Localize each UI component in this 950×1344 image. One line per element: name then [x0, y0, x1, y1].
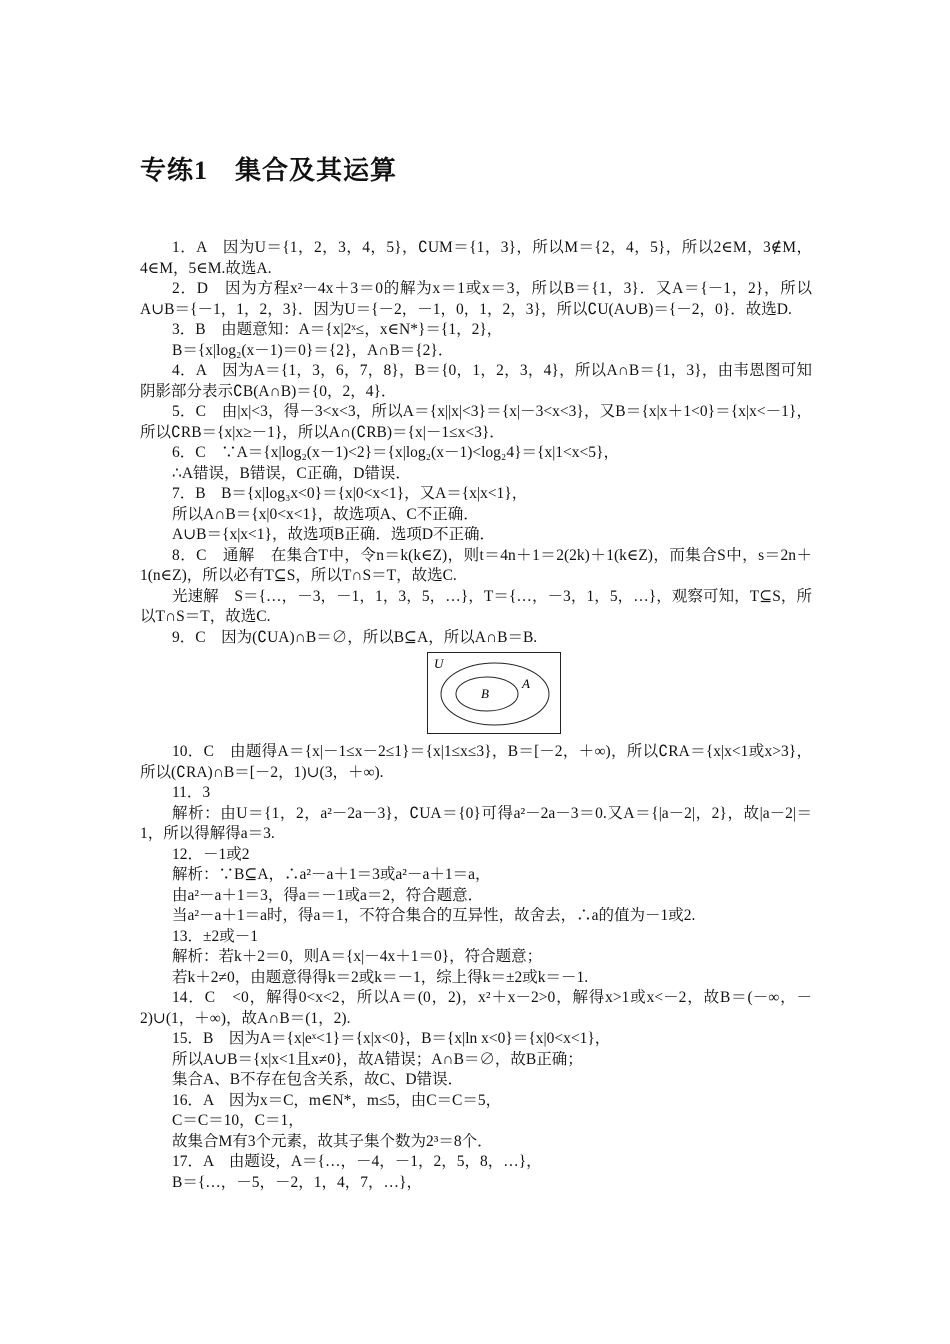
answer-content [140, 238, 812, 1193]
answer-line: B＝{…，－5，－2，1，4，7，…}， [172, 1173, 422, 1191]
venn-diagram [427, 652, 561, 734]
answer-line: 13．±2或－1 [172, 927, 259, 945]
answer-line: 解析：∵B⊆A，∴a²－a＋1＝3或a²－a＋1＝a， [172, 866, 491, 883]
answer-line: 由a²－a＋1＝3，得a＝－1或a＝2，符合题意． [172, 886, 484, 904]
answers-after-figure [140, 742, 812, 1193]
answer-line: 7．B B＝{x|log₃x<0}＝{x|0<x<1}，又A＝{x|x<1}， [172, 485, 528, 502]
answer-line: 16．A 因为x＝C，m∈N*，m≤5，由C＝C＝5， [172, 1091, 502, 1109]
answer-line: 9．C 因为(∁UA)∩B＝∅，所以B⊆A，所以A∩B＝B. [172, 628, 538, 646]
answer-line: 5．C 由|x|<3，得－3<x<3，所以A＝{x||x|<3}＝{x|－3<x<3}，又B＝{x|x＋1<0}＝{x|x<－1}，所以∁RB＝{x|x≥－1}，所以A∩(∁RB)＝{x|－1≤x<3}． [140, 403, 812, 441]
answer-line: 所以A∪B＝{x|x<1且x≠0}，故A错误；A∩B＝∅，故B正确； [172, 1050, 583, 1068]
answer-line: 4．A 因为A＝{1，3，6，7，8}，B＝{0，1，2，3，4}，所以A∩B＝{1，3}，由韦恩图可知阴影部分表示∁B(A∩B)＝{0，2，4}． [140, 362, 812, 400]
venn-set-a-ellipse [441, 663, 549, 725]
answer-line: 光速解 S＝{…，－3，－1，1，3，5，…}，T＝{…，－3，1，5，…}，观察可知，T⊆S，所以T∩S＝T，故选C. [140, 587, 812, 625]
venn-set-b-label: B [481, 686, 489, 701]
answer-line: 解析：由U＝{1，2，a²－2a－3}，∁UA＝{0}可得a²－2a－3＝0.又A＝{|a－2|，2}，故|a－2|＝1，所以得解得a＝3. [140, 804, 812, 842]
answer-line: 若k＋2≠0，由题意得得k＝2或k＝－1，综上得k＝±2或k＝－1. [172, 968, 589, 986]
venn-universe-label: U [434, 656, 444, 671]
answer-line: A∪B＝{x|x<1}，故选项B正确．选项D不正确． [172, 526, 496, 543]
answer-line: 当a²－a＋1＝a时，得a＝1，不符合集合的互异性，故舍去，∴a的值为－1或2. [172, 907, 696, 924]
answer-line: C＝C＝10，C＝1， [172, 1112, 304, 1129]
answer-line: 所以A∩B＝{x|0<x<1}，故选项A、C不正确． [172, 505, 479, 523]
answer-line: 11．3 [172, 784, 211, 801]
answer-line: 12．－1或2 [172, 845, 250, 863]
answer-line: 14．C <0，解得0<x<2，所以A＝(0，2)，x²＋x－2>0，解得x>1或x<－2，故B＝(－∞，－2)∪(1，＋∞)，故A∩B＝(1，2). [140, 989, 812, 1027]
answer-line: 集合A、B不存在包含关系，故C、D错误． [172, 1071, 464, 1088]
answer-line: 1．A 因为U＝{1，2，3，4，5}，∁UM＝{1，3}，所以M＝{2，4，5}，所以2∈M，3∉M，4∈M，5∈M.故选A. [140, 239, 812, 277]
answer-line: 10．C 由题得A＝{x|－1≤x－2≤1}＝{x|1≤x≤3}，B＝[－2，＋∞)，所以∁RA＝{x|x<1或x>3}，所以(∁RA)∩B＝[－2，1)∪(3，＋∞). [140, 743, 812, 781]
venn-universe-rect [428, 653, 561, 734]
answer-line: 15．B 因为A＝{x|eˣ<1}＝{x|x<0}，B＝{x|ln x<0}＝{x|0<x<1}， [172, 1030, 611, 1047]
answer-line: B＝{x|log₂(x－1)＝0}＝{2}，A∩B＝{2}． [172, 341, 454, 359]
answer-line: ∴A错误，B错误，C正确，D错误． [172, 464, 411, 482]
venn-set-a-label: A [522, 676, 530, 691]
page-title: 专练1 集合及其运算 [140, 156, 398, 185]
answer-line: 6．C ∵A＝{x|log₂(x－1)<2}＝{x|log₂(x－1)<log₂4}＝{x|1<x<5}， [172, 444, 619, 461]
answers-before-figure [140, 238, 812, 648]
answer-line: 17．A 由题设，A＝{…，－4，－1，2，5，8，…}， [172, 1153, 542, 1170]
answer-line: 解析：若k＋2＝0，则A＝{x|－4x＋1＝0}，符合题意； [172, 948, 543, 965]
answer-line: 3．B 由题意知：A＝{x|2ˣ≤，x∈N*}＝{1，2}， [172, 321, 503, 338]
answer-line: 故集合M有3个元素，故其子集个数为2³＝8个． [172, 1132, 493, 1150]
answer-line: 2．D 因为方程x²－4x＋3＝0的解为x＝1或x＝3，所以B＝{1，3}．又A＝{－1，2}，所以A∪B＝{－1，1，2，3}．因为U＝{－2，－1，0，1，2，3}，所以∁U(A∪B)＝{－2，0}．故选D. [140, 280, 812, 318]
answer-line: 8．C 通解 在集合T中，令n＝k(k∈Z)，则t＝4n＋1＝2(2k)＋1(k∈Z)，而集合S中，s＝2n＋1(n∈Z)，所以必有T⊆S，所以T∩S＝T，故选C. [140, 546, 812, 584]
